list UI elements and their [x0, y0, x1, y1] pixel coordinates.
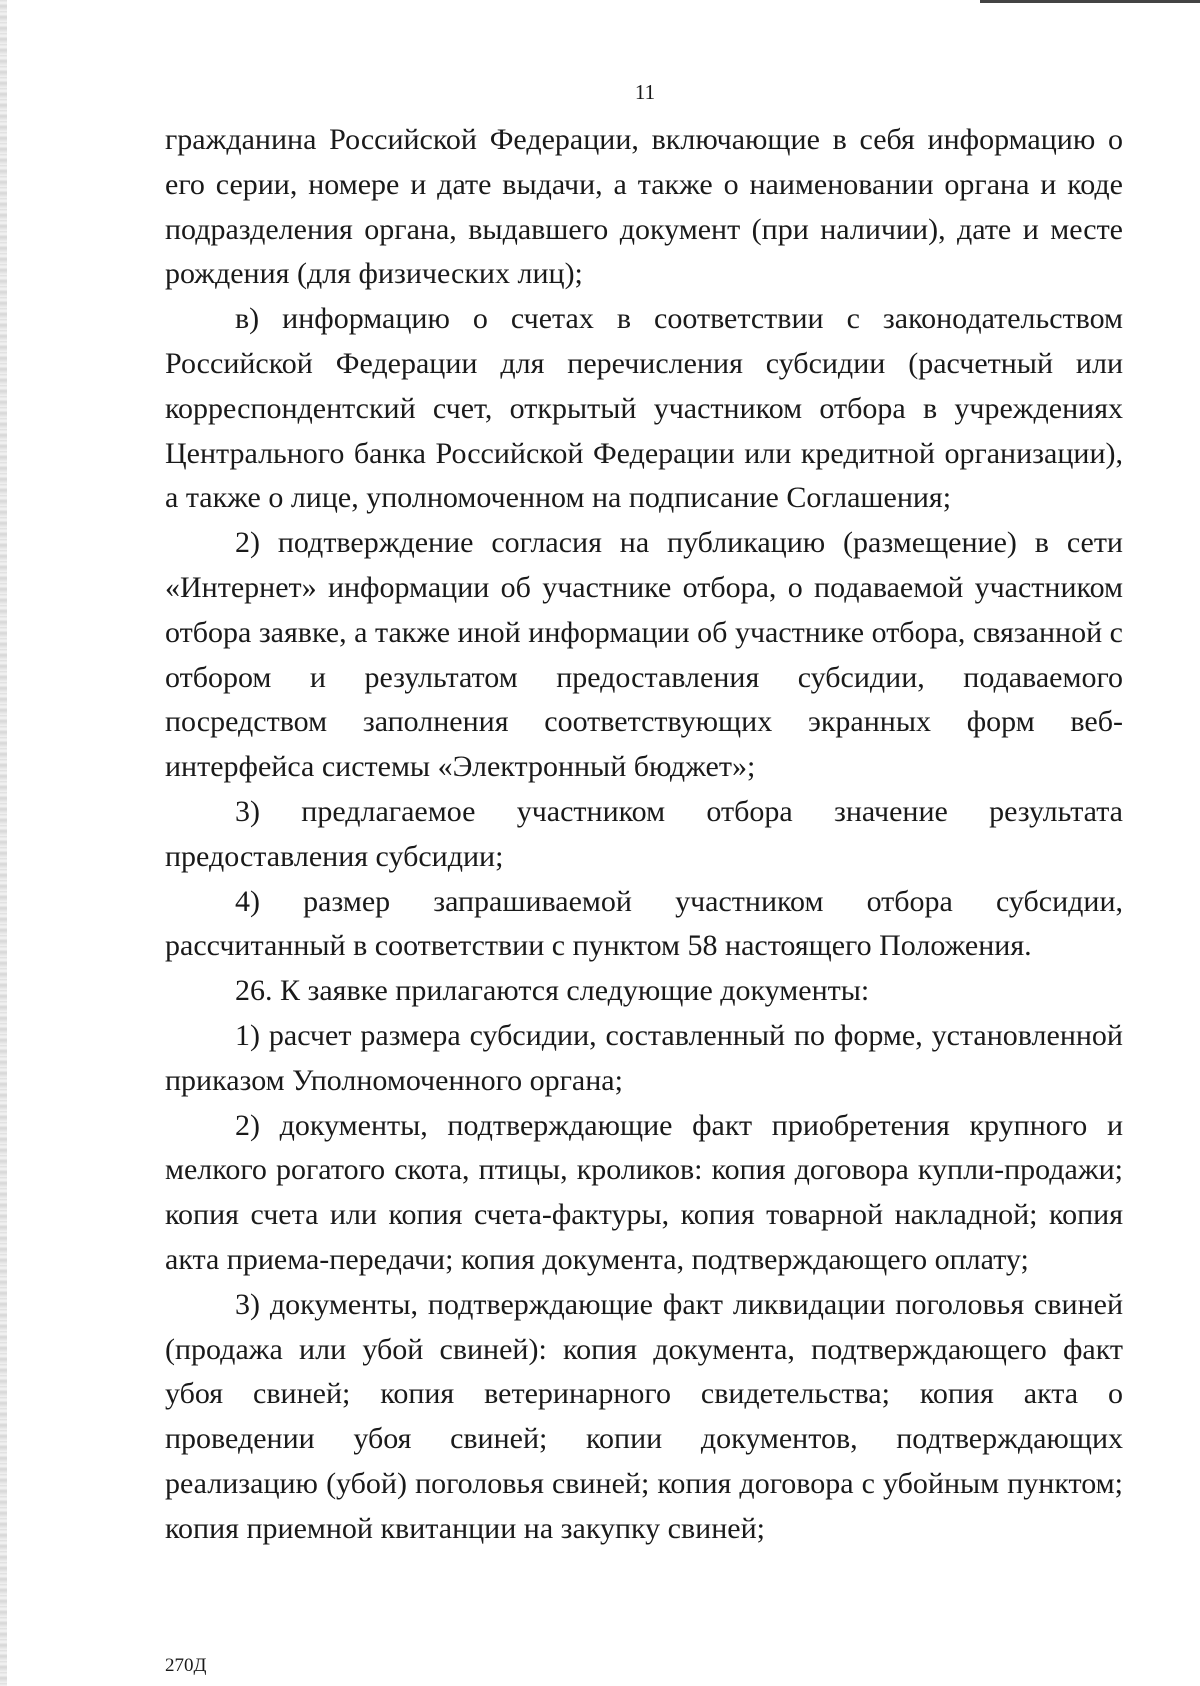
- scan-edge-top: [980, 0, 1200, 3]
- paragraph-continuation: гражданина Российской Федерации, включающие в себя информацию о его серии, номере и дате выдачи, а также о наименовании органа и коде подразделения органа, выдавшего документ (при наличии), дате и месте рождения (для физических лиц);: [165, 123, 1123, 291]
- paragraph-doc-1: 1) расчет размера субсидии, составленный по форме, установленной приказом Уполномоченного органа;: [165, 1018, 1123, 1097]
- paragraph-item-3: 3) предлагаемое участником отбора значение результата предоставления субсидии;: [165, 794, 1123, 873]
- footer-code: 270Д: [165, 1655, 207, 1676]
- paragraph-item-v: в) информацию о счетах в соответствии с законодательством Российской Федерации для перечисления субсидии (расчетный или корреспондентский счет, открытый участником отбора в учреждениях Центрального банка Российской Федерации или кредитной организации), а также о лице, уполномоченном на подписание Соглашения;: [165, 302, 1123, 515]
- paragraph-doc-3: 3) документы, подтверждающие факт ликвидации поголовья свиней (продажа или убой свиней): копия документа, подтверждающего факт убоя свиней; копия ветеринарного свидетельства; копия акта о проведении убоя свиней; копии документов, подтверждающих реализацию (убой) поголовья свиней; копия договора с убойным пунктом; копия приемной квитанции на закупку свиней;: [165, 1287, 1123, 1545]
- document-body: [165, 118, 1123, 1552]
- paragraph-clause-26: 26. К заявке прилагаются следующие документы:: [235, 974, 870, 1008]
- paragraph-item-4: 4) размер запрашиваемой участником отбора субсидии, рассчитанный в соответствии с пунктом 58 настоящего Положения.: [165, 884, 1123, 963]
- paragraph-item-2: 2) подтверждение согласия на публикацию (размещение) в сети «Интернет» информации об участнике отбора, о подаваемой участником отбора заявке, а также иной информации об участнике отбора, связанной с отбором и результатом предоставления субсидии, подаваемого посредством заполнения соответствующих экранных форм веб-интерфейса системы «Электронный бюджет»;: [165, 526, 1123, 784]
- paragraph-doc-2: 2) документы, подтверждающие факт приобретения крупного и мелкого рогатого скота, птицы, кроликов: копия договора купли-продажи; копия счета или копия счета-фактуры, копия товарной накладной; копия акта приема-передачи; копия документа, подтверждающего оплату;: [165, 1108, 1123, 1276]
- scan-edge-left: [0, 0, 7, 1686]
- page-number: 11: [634, 80, 656, 104]
